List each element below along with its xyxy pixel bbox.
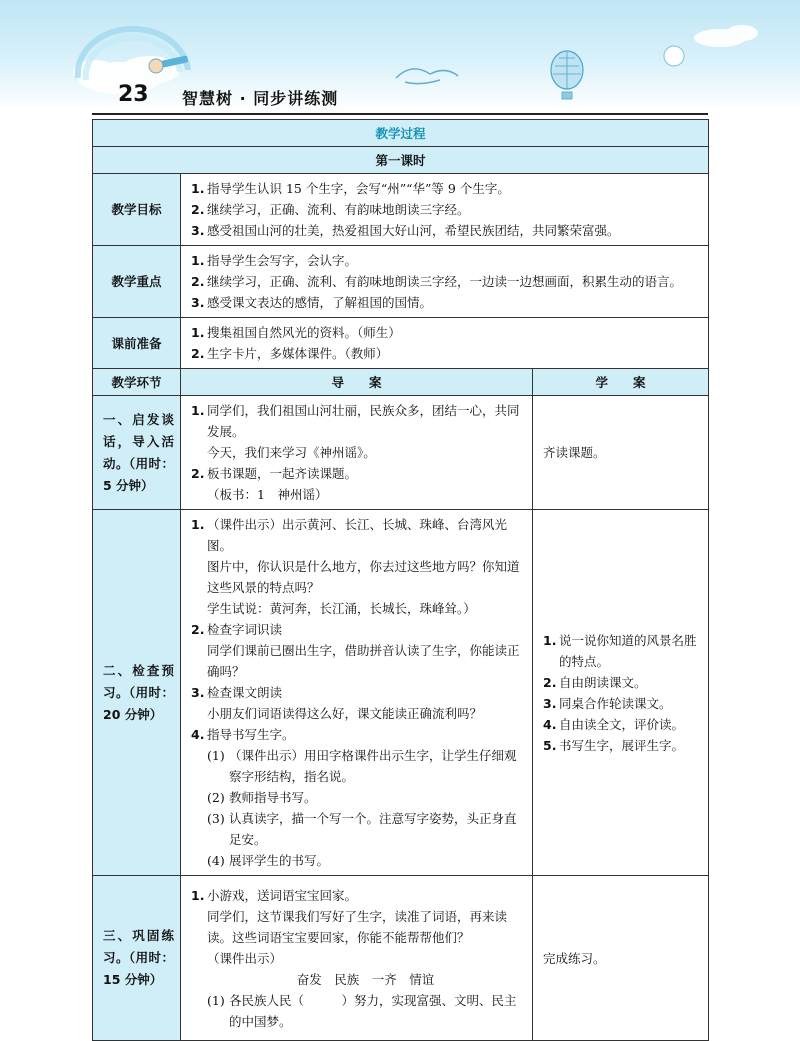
list-item: 2. 生字卡片，多媒体课件。（教师） <box>191 346 389 361</box>
key-points-label: 教学重点 <box>93 246 181 318</box>
paragraph: 同学们课前已圈出生字，借助拼音认读了生字，你能读正确吗？ <box>207 643 520 679</box>
stage-1-label: 一、启发谈话，导入活动。（用时：5 分钟） <box>93 396 181 510</box>
paragraph: （板书：1 神州谣） <box>207 487 328 502</box>
sub-item: (1) （课件出示）用田字格课件出示生字，让学生仔细观察字形结构，指名说。 <box>207 748 517 784</box>
stage-1-study: 齐读课题。 <box>533 396 709 510</box>
lesson-title: 第一课时 <box>93 147 709 174</box>
list-item: 2. 检查字词识读 <box>191 622 283 637</box>
sub-item: (4) 展评学生的书写。 <box>207 853 330 868</box>
header-divider <box>92 113 708 115</box>
list-item: 3. 同桌合作轮读课文。 <box>543 695 672 711</box>
word-list: 奋发 民族 一齐 情谊 <box>296 971 435 987</box>
paragraph: （课件出示） <box>207 950 283 966</box>
list-item: 3. 检查课文朗读 <box>191 685 283 700</box>
paragraph: 今天，我们来学习《神州谣》。 <box>207 445 376 460</box>
list-item: 4. 自由读全文，评价读。 <box>543 716 685 732</box>
stage-2-study <box>533 510 709 876</box>
sub-item: (2) 教师指导书写。 <box>207 790 317 805</box>
list-item: 4. 指导书写生字。 <box>191 727 295 742</box>
list-item: 1. 说一说你知道的风景名胜的特点。 <box>543 632 697 669</box>
preparation-content <box>181 318 709 369</box>
list-item: 1. 指导学生认识 15 个生字，会写“州”“华”等 9 个生字。 <box>191 181 510 196</box>
goals-label: 教学目标 <box>93 174 181 246</box>
section-title: 教学过程 <box>93 120 709 147</box>
stage-1-guide <box>181 396 533 510</box>
book-title: 智慧树 · 同步讲练测 <box>182 89 339 108</box>
column-header-guide: 导 案 <box>181 369 533 396</box>
paragraph: 学生试说：黄河奔，长江涌，长城长，珠峰耸。） <box>207 601 476 616</box>
list-item: 1. 同学们，我们祖国山河壮丽，民族众多，团结一心，共同发展。 <box>191 403 520 439</box>
goals-content <box>181 174 709 246</box>
page-number: 23 <box>118 82 149 107</box>
column-header-stage: 教学环节 <box>93 369 181 396</box>
stage-3-guide <box>181 876 533 1041</box>
list-item: 2. 继续学习，正确、流利、有韵味地朗读三字经，一边读一边想画面，积累生动的语言。 <box>191 274 683 289</box>
list-item: 3. 感受祖国山河的壮美，热爱祖国大好山河，希望民族团结，共同繁荣富强。 <box>191 223 620 238</box>
lesson-plan-table <box>92 119 709 1041</box>
paragraph: 小朋友们词语读得这么好，课文能读正确流利吗？ <box>207 706 483 721</box>
list-item: 5. 书写生字，展评生字。 <box>543 737 685 753</box>
preparation-label: 课前准备 <box>93 318 181 369</box>
bird-illustration <box>396 69 458 84</box>
list-item: 1. 小游戏，送词语宝宝回家。 <box>191 887 358 903</box>
list-item: 2. 自由朗读课文。 <box>543 674 647 690</box>
key-points-content <box>181 246 709 318</box>
column-header-study: 学 案 <box>533 369 709 396</box>
list-item: 2. 板书课题，一起齐读课题。 <box>191 466 358 481</box>
stage-3-study: 完成练习。 <box>533 876 709 1041</box>
stage-2-guide <box>181 510 533 876</box>
list-item: 2. 继续学习，正确、流利、有韵味地朗读三字经。 <box>191 202 470 217</box>
hot-air-balloon-icon <box>551 51 583 99</box>
list-item: 1. （课件出示）出示黄河、长江、长城、珠峰、台湾风光图。 <box>191 517 508 553</box>
paragraph: 同学们，这节课我们写好了生字，读准了词语，再来读读。这些词语宝宝要回家，你能不能帮帮他们？ <box>207 908 508 945</box>
sub-item: (1) 各民族人民（ ）努力，实现富强、文明、民主的中国梦。 <box>207 992 517 1029</box>
sun-icon <box>664 46 684 66</box>
sub-item: (3) 认真读字，描一个写一个。注意写字姿势，头正身直足安。 <box>207 811 517 847</box>
list-item: 3. 感受课文表达的感情，了解祖国的国情。 <box>191 295 433 310</box>
paragraph: 图片中，你认识是什么地方，你去过这些地方吗？你知道这些风景的特点吗？ <box>207 559 520 595</box>
list-item: 1. 指导学生会写字，会认字。 <box>191 253 358 268</box>
stage-3-label: 三、巩固练习。（用时：15 分钟） <box>93 876 181 1041</box>
stage-2-label: 二、检查预习。（用时：20 分钟） <box>93 510 181 876</box>
list-item: 1. 搜集祖国自然风光的资料。（师生） <box>191 325 401 340</box>
